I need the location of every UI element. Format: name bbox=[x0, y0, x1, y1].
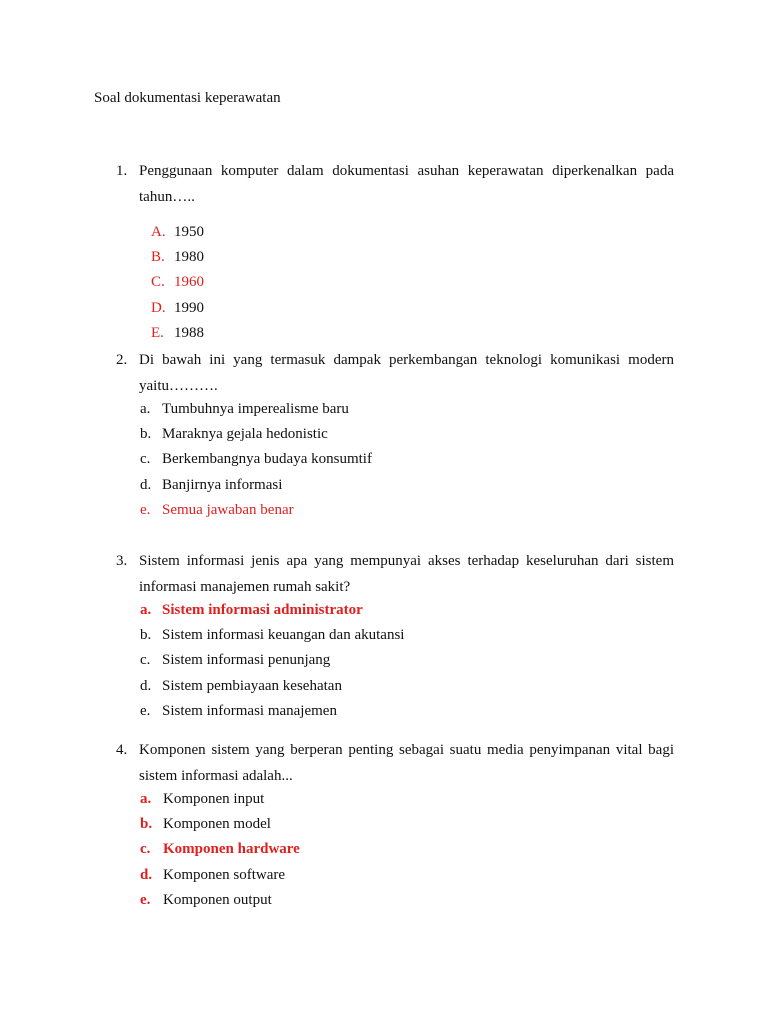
option-text: 1980 bbox=[174, 249, 204, 266]
question-1 bbox=[116, 158, 674, 341]
option-letter: e. bbox=[140, 702, 151, 719]
option-letter: A. bbox=[151, 224, 166, 240]
option-text: Sistem informasi administrator bbox=[162, 602, 363, 618]
option-d bbox=[140, 473, 740, 498]
option-b bbox=[140, 422, 740, 447]
option-letter: c. bbox=[140, 451, 151, 468]
question-number: 4. bbox=[116, 742, 128, 758]
option-list bbox=[140, 397, 740, 523]
question-text: Penggunaan komputer dalam dokumentasi asuhan keperawatan diperkenalkan pada tahun….. bbox=[139, 163, 674, 205]
option-e bbox=[151, 321, 751, 346]
option-text: Komponen model bbox=[163, 816, 271, 833]
option-letter: e. bbox=[140, 891, 151, 908]
option-b bbox=[140, 623, 740, 648]
option-c bbox=[140, 648, 740, 673]
option-d bbox=[140, 863, 740, 888]
option-a bbox=[151, 220, 751, 245]
option-letter: d. bbox=[140, 677, 152, 694]
option-letter: C. bbox=[151, 274, 165, 291]
option-letter: E. bbox=[151, 324, 164, 341]
option-text: 1990 bbox=[174, 299, 204, 316]
option-text: Komponen software bbox=[163, 866, 286, 883]
option-letter: a. bbox=[140, 401, 151, 417]
question-4 bbox=[116, 737, 674, 908]
option-letter: d. bbox=[140, 866, 153, 883]
option-letter: a. bbox=[140, 791, 152, 807]
option-letter: d. bbox=[140, 476, 152, 493]
question-2 bbox=[116, 347, 674, 518]
option-b bbox=[151, 245, 751, 270]
option-text: Sistem informasi penunjang bbox=[162, 652, 331, 669]
option-text: Sistem pembiayaan kesehatan bbox=[162, 677, 342, 694]
option-text: Tumbuhnya imperealisme baru bbox=[162, 401, 349, 417]
option-c-correct-answer bbox=[140, 837, 740, 862]
option-letter: D. bbox=[151, 299, 166, 316]
option-e bbox=[140, 699, 740, 724]
option-letter: e. bbox=[140, 501, 151, 518]
option-letter: b. bbox=[140, 627, 152, 644]
question-text: Di bawah ini yang termasuk dampak perkembangan teknologi komunikasi modern yaitu………. bbox=[139, 352, 674, 394]
option-b bbox=[140, 812, 740, 837]
option-d bbox=[140, 674, 740, 699]
option-text: 1960 bbox=[174, 274, 204, 291]
option-text: Sistem informasi keuangan dan akutansi bbox=[162, 627, 405, 644]
option-text: Maraknya gejala hedonistic bbox=[162, 426, 328, 443]
question-text: Sistem informasi jenis apa yang mempunyai akses terhadap keseluruhan dari sistem informasi manajemen rumah sakit? bbox=[139, 553, 674, 595]
page-title: Soal dokumentasi keperawatan bbox=[94, 90, 281, 106]
question-number: 1. bbox=[116, 163, 128, 179]
option-e-correct-answer bbox=[140, 498, 740, 523]
option-c-correct-answer bbox=[151, 270, 751, 295]
option-text: Semua jawaban benar bbox=[162, 501, 294, 518]
question-number: 2. bbox=[116, 352, 128, 368]
option-text: Komponen input bbox=[163, 791, 265, 807]
option-a bbox=[140, 787, 740, 812]
option-text: Banjirnya informasi bbox=[162, 476, 283, 493]
question-text: Komponen sistem yang berperan penting sebagai suatu media penyimpanan vital bagi sistem informasi adalah... bbox=[139, 742, 674, 784]
option-letter: c. bbox=[140, 652, 151, 669]
option-list bbox=[140, 598, 740, 724]
question-3 bbox=[116, 548, 674, 719]
option-text: Komponen hardware bbox=[163, 841, 300, 858]
option-c bbox=[140, 447, 740, 472]
option-text: Berkembangnya budaya konsumtif bbox=[162, 451, 372, 468]
option-a bbox=[140, 397, 740, 422]
option-list bbox=[151, 220, 751, 346]
question-number: 3. bbox=[116, 553, 128, 569]
option-letter: b. bbox=[140, 816, 153, 833]
option-text: Komponen output bbox=[163, 891, 272, 908]
option-letter: c. bbox=[140, 841, 151, 858]
option-letter: B. bbox=[151, 249, 165, 266]
option-d bbox=[151, 296, 751, 321]
option-letter: a. bbox=[140, 602, 152, 618]
option-letter: b. bbox=[140, 426, 152, 443]
option-list bbox=[140, 787, 740, 913]
option-text: 1988 bbox=[174, 324, 204, 341]
option-e bbox=[140, 888, 740, 913]
option-text: 1950 bbox=[174, 224, 204, 240]
option-a-correct-answer bbox=[140, 598, 740, 623]
option-text: Sistem informasi manajemen bbox=[162, 702, 337, 719]
